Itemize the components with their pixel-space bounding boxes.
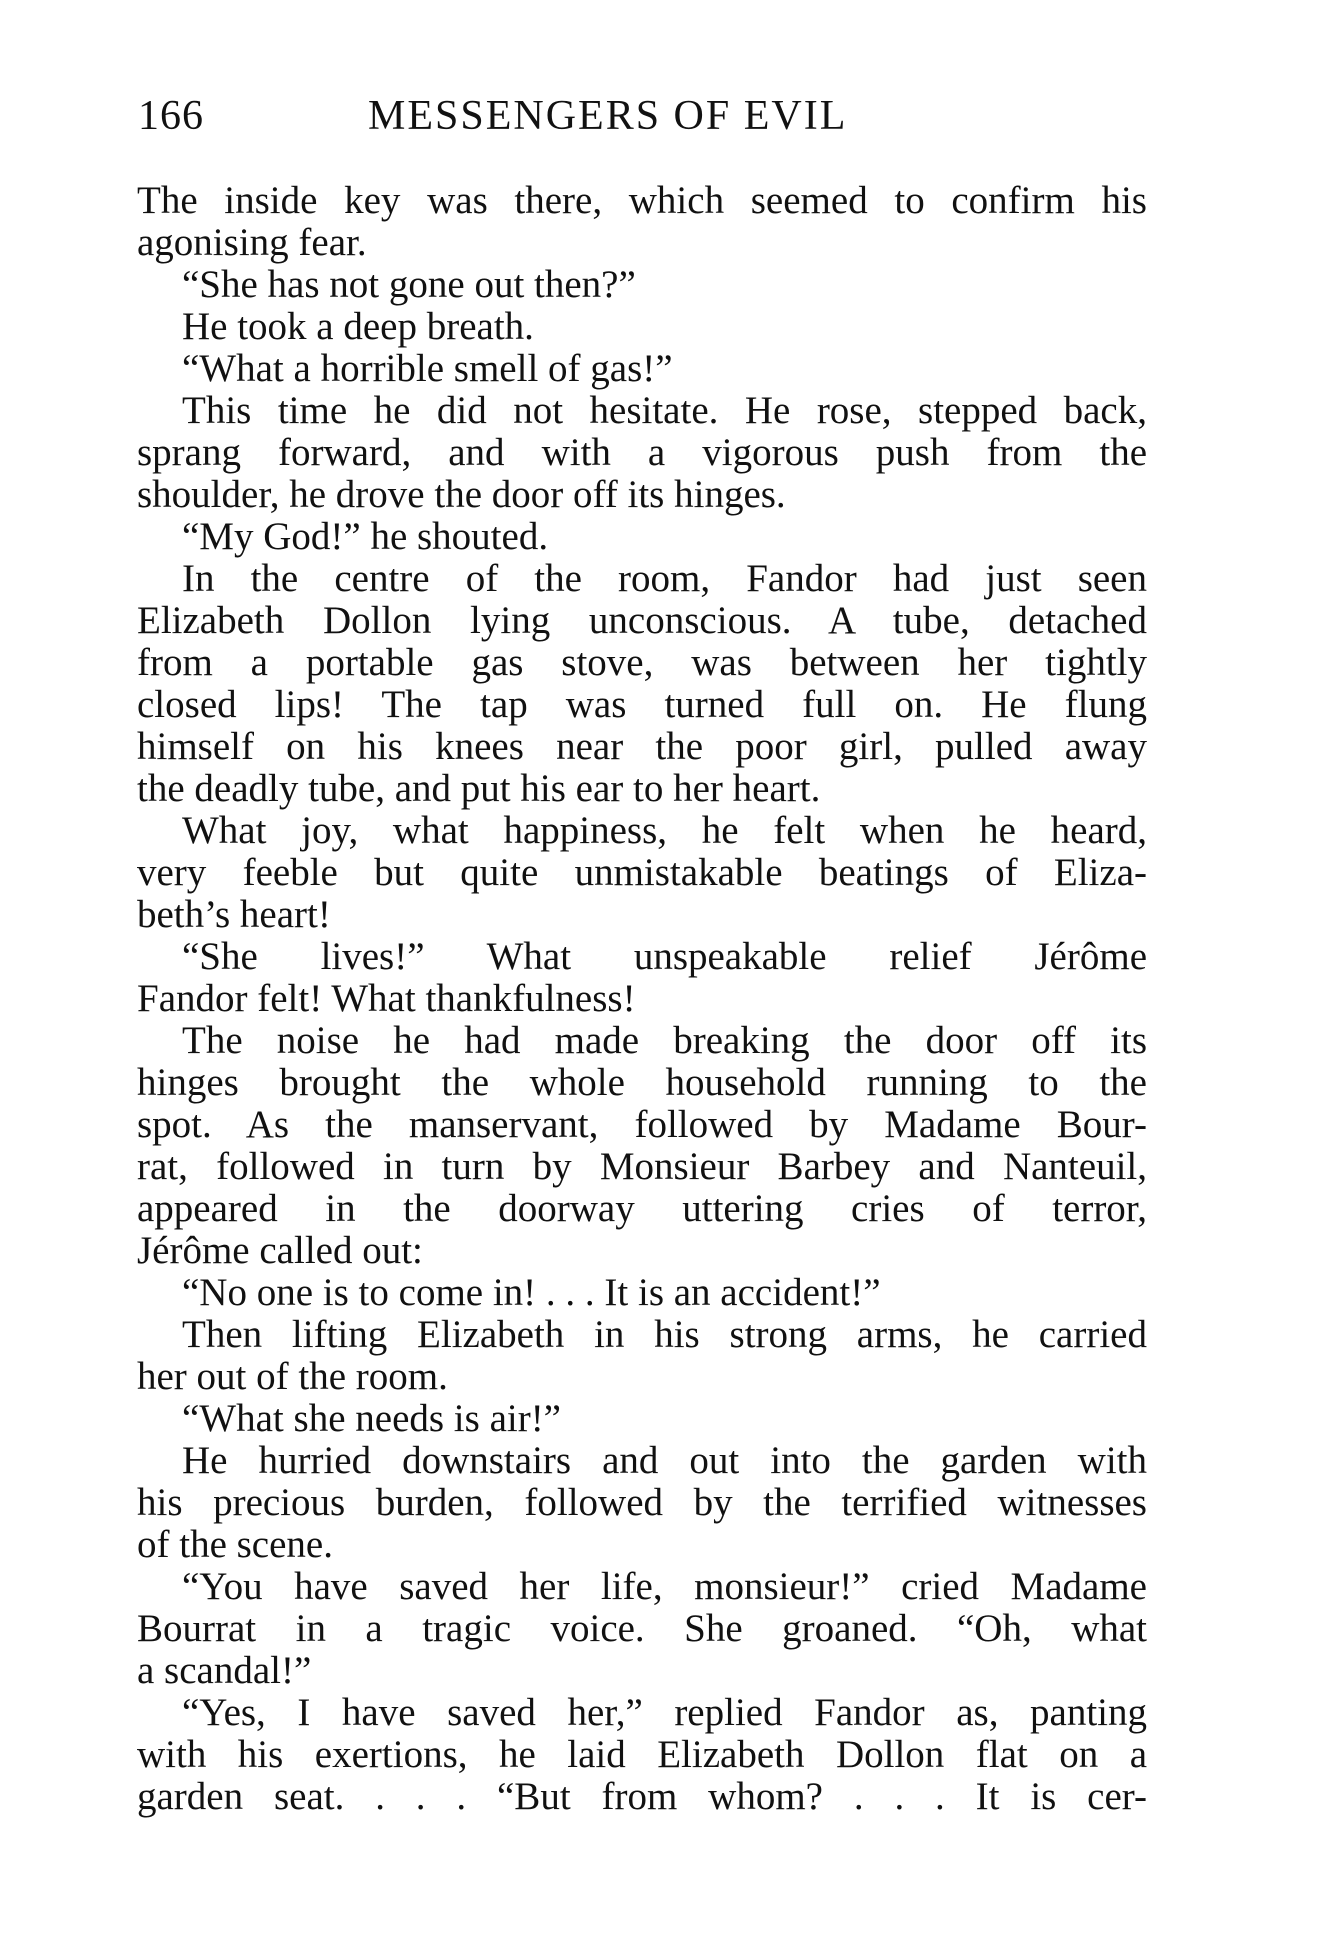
text-line: Jérôme called out: xyxy=(137,1229,423,1272)
text-line: “What a horrible smell of gas!” xyxy=(182,347,673,390)
text-line: her out of the room. xyxy=(137,1355,448,1398)
text-line: a scandal!” xyxy=(137,1649,312,1692)
text-line: shoulder, he drove the door off its hinges. xyxy=(137,473,786,516)
text-line: “She lives!” What unspeakable relief Jérôme xyxy=(182,935,1147,978)
body-text xyxy=(137,180,1147,1818)
text-line: the deadly tube, and put his ear to her heart. xyxy=(137,767,821,810)
text-line: from a portable gas stove, was between her tightly xyxy=(137,641,1147,684)
text-line: “She has not gone out then?” xyxy=(182,263,636,306)
text-line: beth’s heart! xyxy=(137,893,331,936)
text-line: “No one is to come in! . . . It is an accident!” xyxy=(182,1271,881,1314)
text-line: rat, followed in turn by Monsieur Barbey and Nanteuil, xyxy=(137,1145,1147,1188)
text-line: Fandor felt! What thankfulness! xyxy=(137,977,636,1020)
text-line: Elizabeth Dollon lying unconscious. A tube, detached xyxy=(137,599,1147,642)
text-line: appeared in the doorway uttering cries of terror, xyxy=(137,1187,1147,1230)
text-line: garden seat. . . . “But from whom? . . . It is cer- xyxy=(137,1775,1147,1818)
text-line: “What she needs is air!” xyxy=(182,1397,561,1440)
text-line: In the centre of the room, Fandor had just seen xyxy=(182,557,1147,600)
text-line: with his exertions, he laid Elizabeth Dollon flat on a xyxy=(137,1733,1147,1776)
text-line: “My God!” he shouted. xyxy=(182,515,549,558)
text-line: “You have saved her life, monsieur!” cried Madame xyxy=(182,1565,1147,1608)
text-line: What joy, what happiness, he felt when he heard, xyxy=(182,809,1147,852)
text-line: very feeble but quite unmistakable beatings of Eliza- xyxy=(137,851,1147,894)
text-line: of the scene. xyxy=(137,1523,333,1566)
text-line: This time he did not hesitate. He rose, stepped back, xyxy=(182,389,1147,432)
running-title: MESSENGERS OF EVIL xyxy=(368,93,848,139)
text-line: The inside key was there, which seemed to confirm his xyxy=(137,179,1147,222)
text-line: Bourrat in a tragic voice. She groaned. “Oh, what xyxy=(137,1607,1147,1650)
text-line: hinges brought the whole household running to the xyxy=(137,1061,1147,1104)
text-line: closed lips! The tap was turned full on. He flung xyxy=(137,683,1147,726)
text-line: his precious burden, followed by the terrified witnesses xyxy=(137,1481,1147,1524)
text-line: agonising fear. xyxy=(137,221,367,264)
text-line: spot. As the manservant, followed by Madame Bour- xyxy=(137,1103,1147,1146)
text-line: himself on his knees near the poor girl, pulled away xyxy=(137,725,1147,768)
text-line: He hurried downstairs and out into the garden with xyxy=(182,1439,1147,1482)
page-header xyxy=(138,86,1138,146)
text-line: Then lifting Elizabeth in his strong arms, he carried xyxy=(182,1313,1147,1356)
page-number: 166 xyxy=(138,93,204,139)
text-line: “Yes, I have saved her,” replied Fandor as, panting xyxy=(182,1691,1147,1734)
text-line: sprang forward, and with a vigorous push from the xyxy=(137,431,1147,474)
text-line: He took a deep breath. xyxy=(182,305,534,348)
text-line: The noise he had made breaking the door off its xyxy=(182,1019,1147,1062)
